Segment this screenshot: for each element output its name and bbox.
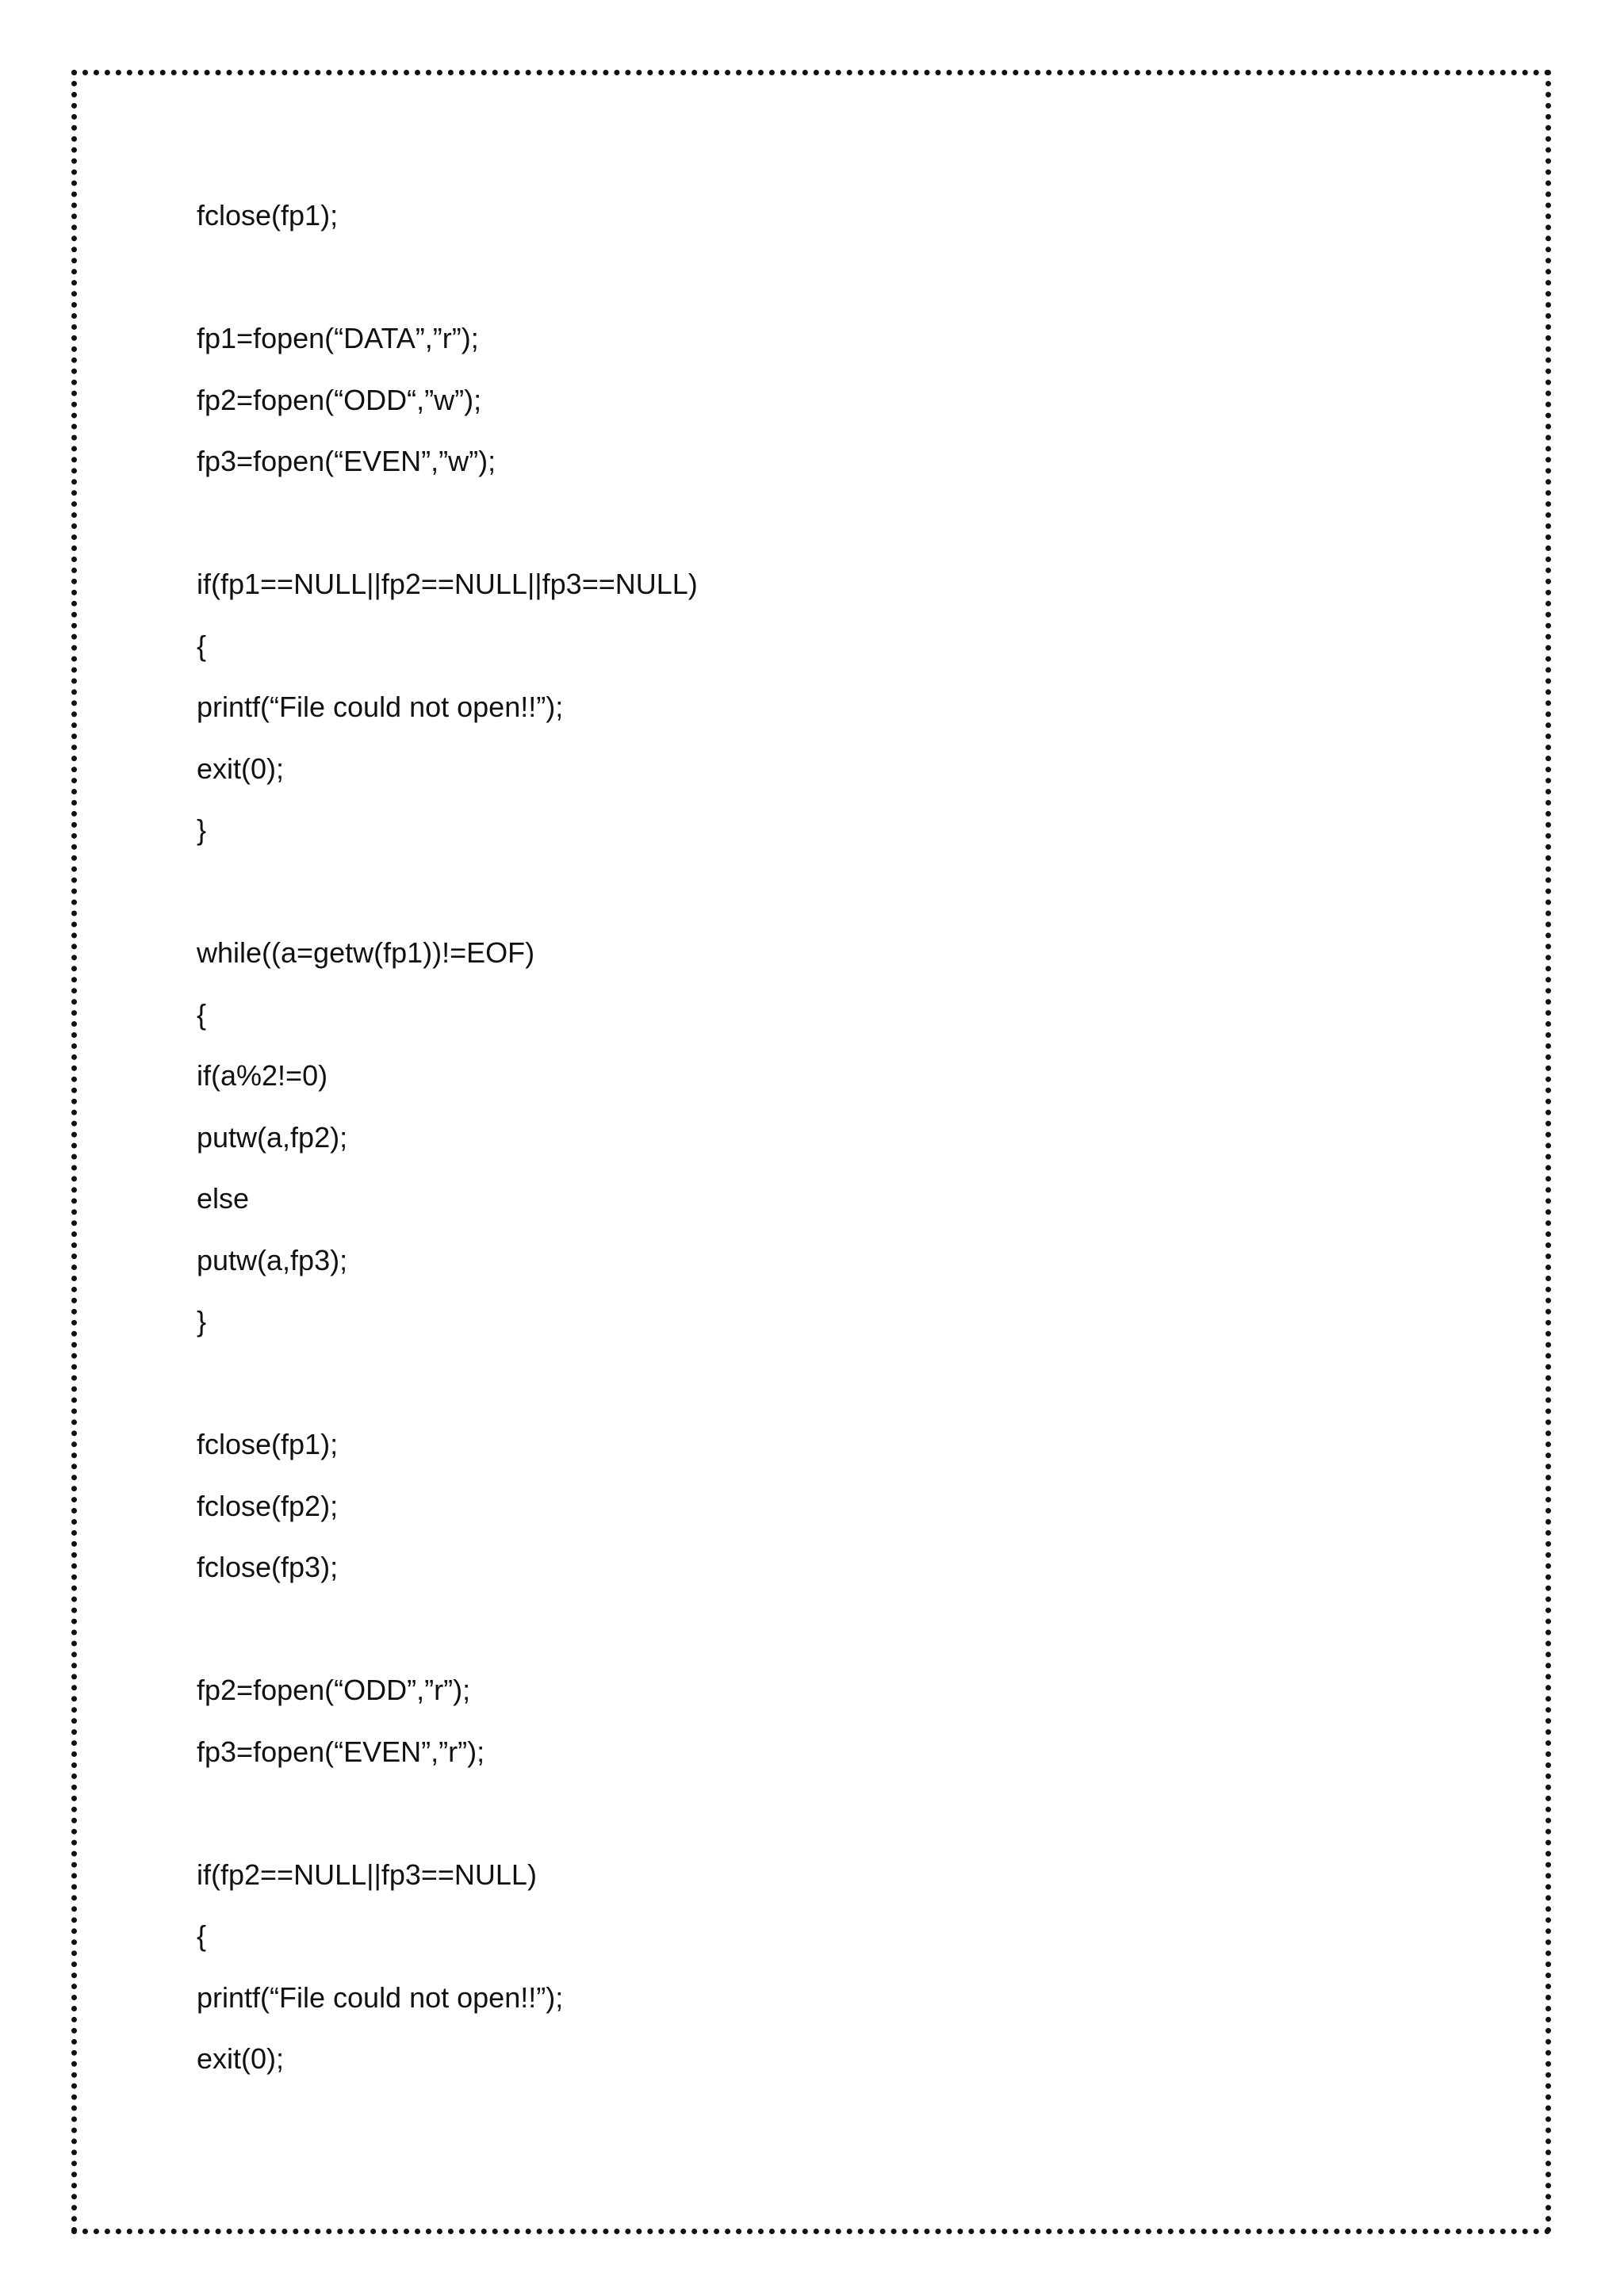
code-line: printf(“File could not open!!”); — [197, 1980, 564, 2014]
blank-line — [197, 871, 698, 933]
code-listing — [197, 195, 698, 2100]
code-line: if(fp2==NULL||fp3==NULL) — [197, 1858, 537, 1891]
blank-line — [197, 1363, 698, 1425]
blank-line — [197, 1793, 698, 1854]
code-line: } — [197, 1305, 207, 1337]
code-line: fclose(fp2); — [197, 1489, 339, 1522]
code-line: fp3=fopen(“EVEN”,”w”); — [197, 445, 496, 477]
code-line: exit(0); — [197, 752, 285, 785]
blank-line — [197, 503, 698, 564]
code-line: fclose(fp1); — [197, 1428, 339, 1460]
code-line: } — [197, 813, 207, 846]
code-line: printf(“File could not open!!”); — [197, 691, 564, 723]
blank-line — [197, 1609, 698, 1670]
code-line: fp2=fopen(“ODD“,”w”); — [197, 383, 482, 416]
blank-line — [197, 257, 698, 319]
code-line: fp3=fopen(“EVEN”,”r”); — [197, 1735, 485, 1768]
code-line: fclose(fp3); — [197, 1551, 339, 1583]
code-line: putw(a,fp2); — [197, 1120, 348, 1154]
code-line: { — [197, 1919, 207, 1952]
code-line: else — [197, 1182, 250, 1215]
code-line: fp1=fopen(“DATA”,”r”); — [197, 322, 479, 354]
code-line: putw(a,fp3); — [197, 1243, 348, 1276]
code-line: while((a=getw(fp1))!=EOF) — [197, 936, 535, 969]
code-line: { — [197, 997, 207, 1031]
code-line: { — [197, 629, 207, 662]
code-line: if(a%2!=0) — [197, 1059, 328, 1092]
code-line: exit(0); — [197, 2042, 285, 2075]
code-line: fclose(fp1); — [197, 199, 339, 232]
code-line: fp2=fopen(“ODD”,”r”); — [197, 1674, 471, 1706]
code-line: if(fp1==NULL||fp2==NULL||fp3==NULL) — [197, 568, 698, 600]
